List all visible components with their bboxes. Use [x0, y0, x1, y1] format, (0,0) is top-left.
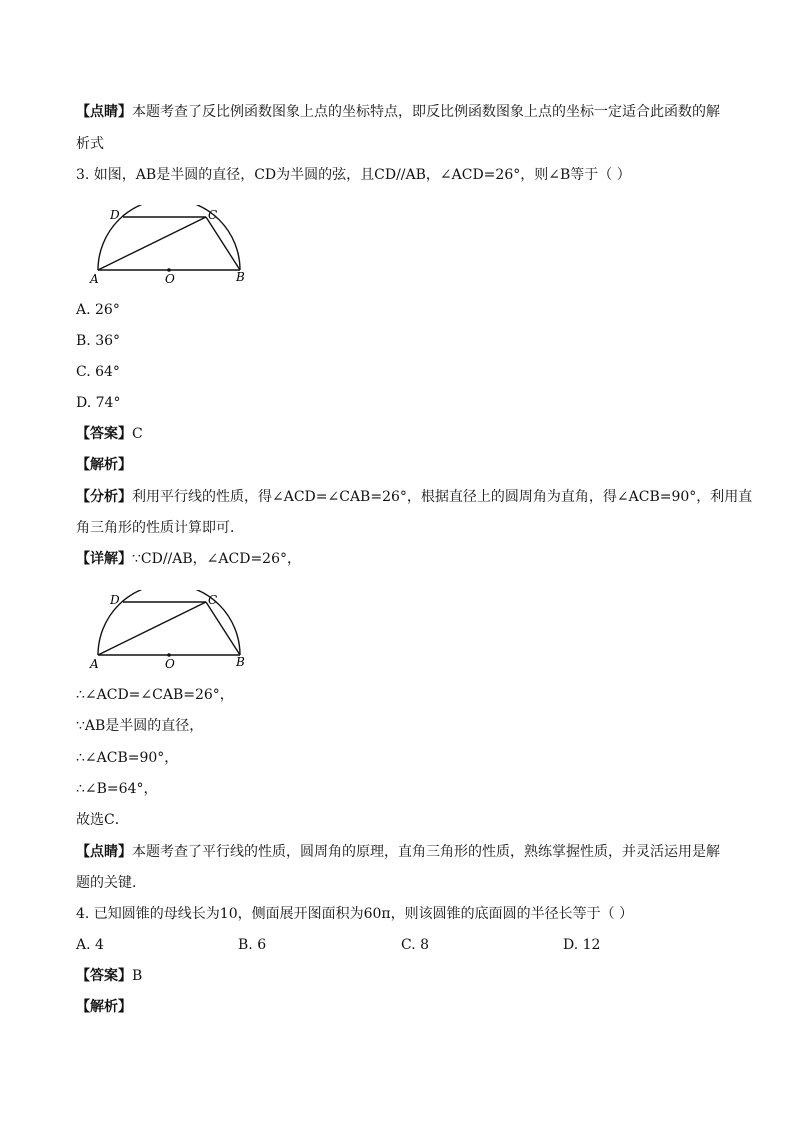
q4-option-a: A. 4 [76, 937, 104, 953]
q4-answer [76, 966, 726, 986]
label-o: O [165, 657, 175, 671]
label-c: C [208, 593, 218, 607]
q4-option-c: C. 8 [401, 937, 430, 953]
q3-fenxi-line1 [76, 487, 753, 507]
q3-option-d: D. 74° [76, 395, 121, 411]
q3-step-3: ∴∠ACB=90°， [76, 750, 179, 766]
q3-stem: 3. 如图，AB是半圆的直径，CD为半圆的弦，且CD//AB，∠ACD=26°，则∠B等于（ ） [76, 167, 631, 183]
q3-step-4: ∴∠B=64°， [76, 781, 158, 797]
label-a: A [90, 272, 99, 286]
q3-solution-figure-semicircle [86, 590, 246, 672]
label-d: D [110, 208, 120, 222]
label-c: C [208, 208, 218, 222]
q4-answer-tag: 【答案】 [76, 968, 132, 984]
q3-fenxi-line2: 角三角形的性质计算即可． [76, 520, 244, 536]
q3-review-line1 [76, 842, 726, 862]
prev-review-text: 本题考查了反比例函数图象上点的坐标特点，即反比例函数图象上点的坐标一定适合此函数的解 [132, 104, 720, 120]
q3-xiangjie-line [76, 549, 726, 569]
q3-answer-tag: 【答案】 [76, 426, 132, 442]
q4-option-d: D. 12 [563, 937, 601, 953]
q4-options-row [76, 935, 726, 955]
label-b: B [236, 655, 245, 669]
q3-fenxi-tag: 【分析】 [76, 489, 132, 505]
q3-answer-value: C [132, 426, 143, 442]
q3-figure-semicircle [86, 205, 246, 287]
label-a: A [90, 657, 99, 671]
q3-analysis-tag: 【解析】 [76, 457, 132, 473]
q3-step-2: ∵AB是半圆的直径， [76, 718, 204, 734]
q3-option-b: B. 36° [76, 333, 121, 349]
q4-answer-value: B [132, 968, 143, 984]
label-d: D [110, 593, 120, 607]
q3-step-5: 故选C． [76, 812, 129, 828]
q4-stem: 4. 已知圆锥的母线长为10，侧面展开图面积为60π，则该圆锥的底面圆的半径长等于（ ） [76, 906, 634, 922]
q3-xiangjie-text: ∵CD//AB，∠ACD=26°， [132, 551, 301, 567]
q4-analysis-tag: 【解析】 [76, 999, 132, 1015]
q3-review-text: 本题考查了平行线的性质，圆周角的原理，直角三角形的性质，熟练掌握性质，并灵活运用是解 [132, 844, 720, 860]
prev-review-line2: 析式 [76, 136, 104, 152]
q3-fenxi-text: 利用平行线的性质，得∠ACD=∠CAB=26°，根据直径上的圆周角为直角，得∠ACB=90°，利用直 [132, 489, 753, 505]
q3-option-c: C. 64° [76, 364, 120, 380]
q3-xiangjie-tag: 【详解】 [76, 551, 132, 567]
q3-step-1: ∴∠ACD=∠CAB=26°， [76, 687, 234, 703]
prev-review-tag: 【点睛】 [76, 104, 132, 120]
q3-review-tag: 【点睛】 [76, 844, 132, 860]
q4-option-b: B. 6 [238, 937, 267, 953]
label-o: O [165, 272, 175, 286]
q3-option-a: A. 26° [76, 302, 120, 318]
q3-review-line2: 题的关键． [76, 875, 146, 891]
q3-answer [76, 424, 726, 444]
label-b: B [236, 270, 245, 284]
prev-review-line1 [76, 102, 726, 122]
